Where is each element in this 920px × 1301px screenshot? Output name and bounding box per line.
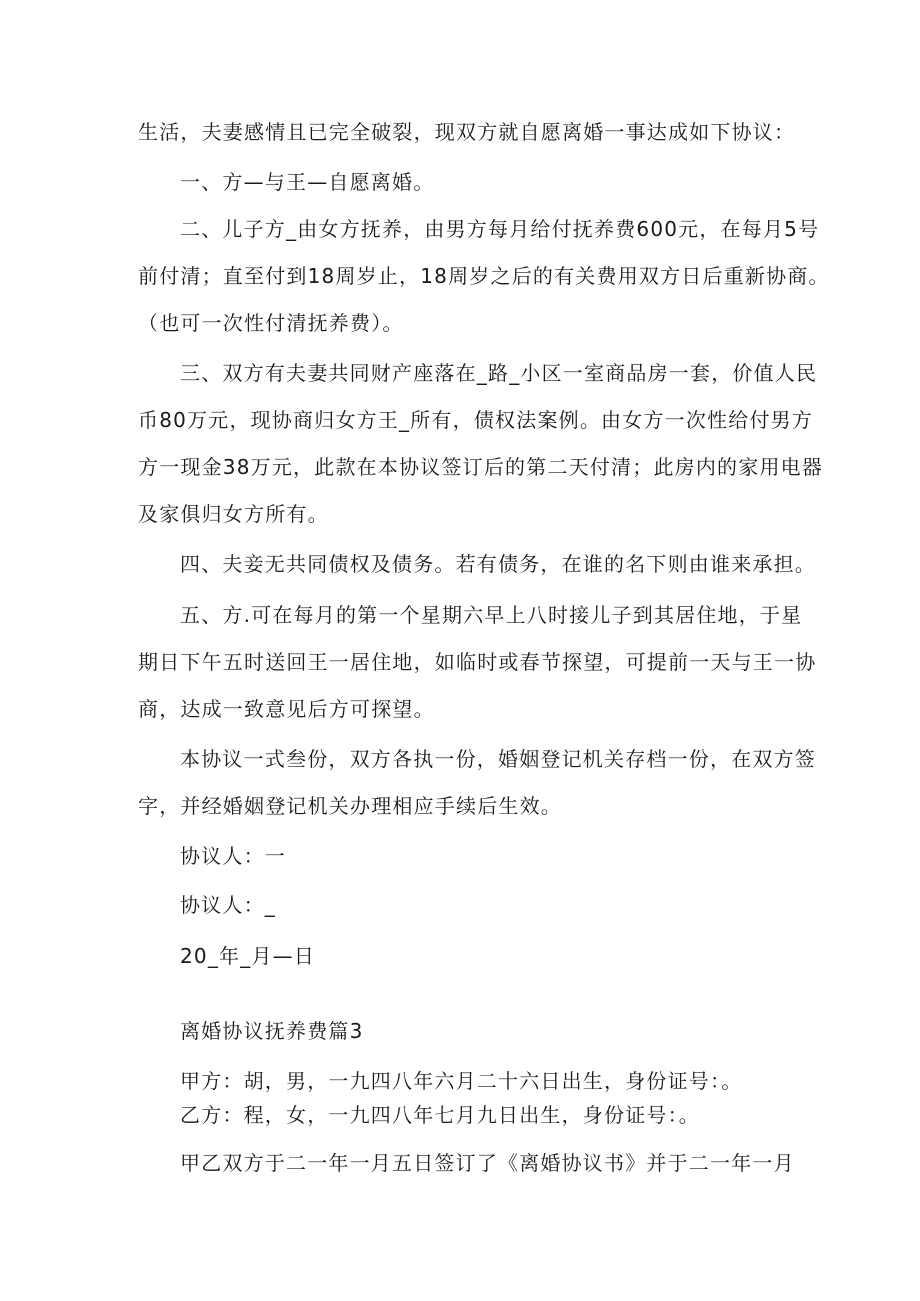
clause-2-line: 二、儿子方_由女方抚养，由男方每月给付抚养费600元，在每月5号 xyxy=(180,217,820,241)
clause-3-line: 及家俱归女方所有。 xyxy=(138,502,329,526)
clause-2-line: 前付清；直至付到18周岁止，18周岁之后的有关费用双方日后重新协商。 xyxy=(138,264,830,288)
clause-5-line: 商，达成一致意见后方可探望。 xyxy=(138,697,435,721)
clause-3-line: 方一现金38万元，此款在本协议签订后的第二天付清；此房内的家用电器 xyxy=(138,455,824,479)
clause-1: 一、方—与王—自愿离婚。 xyxy=(180,170,435,194)
clause-2-line: （也可一次性付清抚养费）。 xyxy=(138,311,404,335)
section-heading: 离婚协议抚养费篇3 xyxy=(180,1019,364,1043)
closing-clause-line: 字，并经婚姻登记机关办理相应手续后生效。 xyxy=(138,794,562,818)
signatory-1: 协议人：一 xyxy=(180,844,286,868)
paragraph-line: 甲乙双方于二一年一月五日签订了《离婚协议书》并于二一年一月 xyxy=(180,1151,795,1175)
clause-3-line: 币80万元，现协商归女方王_所有，债权法案例。由女方一次性给付男方 xyxy=(138,408,814,432)
party-b-line: 乙方：程，女，一九四八年七月九日出生，身份证号：。 xyxy=(180,1103,700,1127)
clause-5-line: 五、方.可在每月的第一个星期六早上八时接儿子到其居住地，于星 xyxy=(180,603,803,627)
date-line: 20_年_月—日 xyxy=(180,944,316,968)
signatory-2: 协议人：_ xyxy=(180,893,276,917)
clause-4: 四、夫妾无共同债权及债务。若有债务，在谁的名下则由谁来承担。 xyxy=(180,552,816,576)
clause-5-line: 期日下午五时送回王一居住地，如临时或春节探望，可提前一天与王一协 xyxy=(138,650,817,674)
paragraph-line: 生活，夫妻感情且已完全破裂，现双方就自愿离婚一事达成如下协议： xyxy=(138,120,796,144)
closing-clause-line: 本协议一式叁份，双方各执一份，婚姻登记机关存档一份，在双方签 xyxy=(180,747,816,771)
clause-3-line: 三、双方有夫妻共同财产座落在_路_小区一室商品房一套，价值人民 xyxy=(180,361,818,385)
party-a-line: 甲方：胡，男，一九四八年六月二十六日出生，身份证号：。 xyxy=(180,1069,743,1093)
